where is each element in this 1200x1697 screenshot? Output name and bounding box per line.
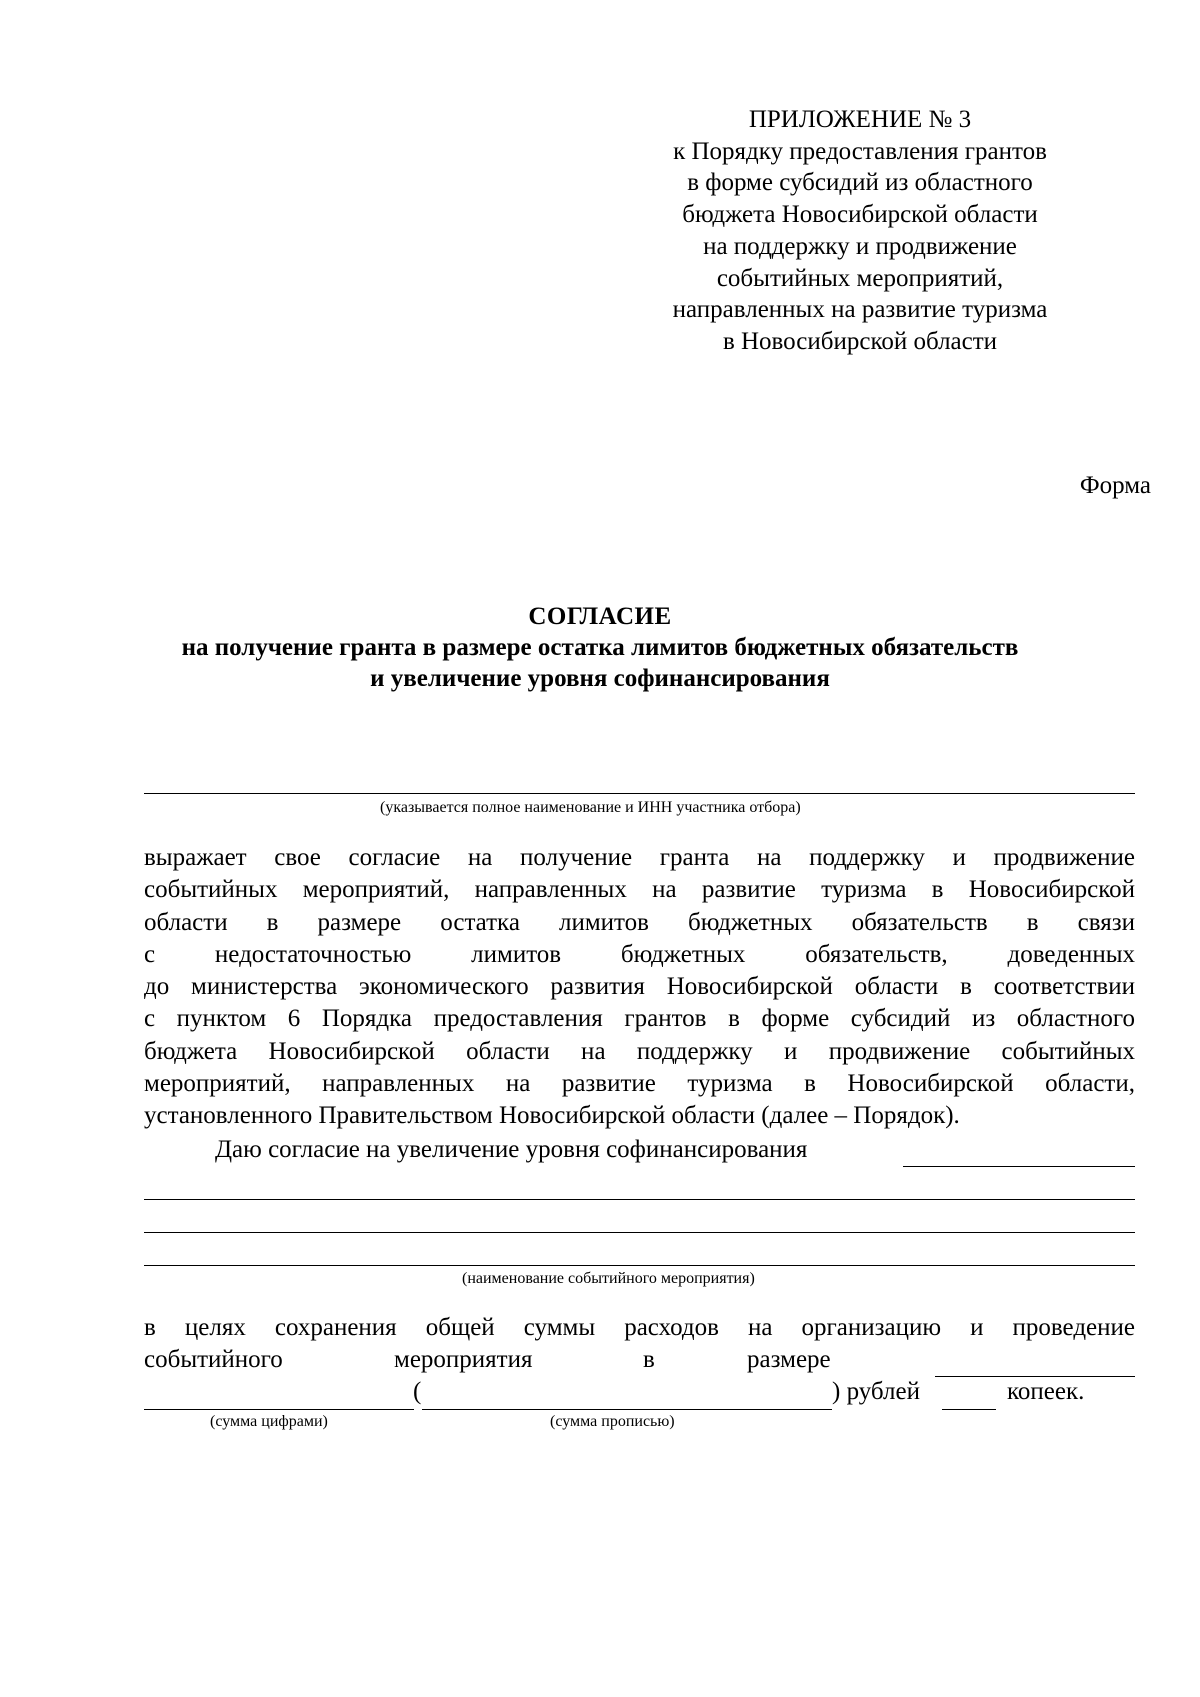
amount-words-field[interactable] — [422, 1409, 832, 1410]
appendix-line: к Порядку предоставления грантов — [673, 137, 1047, 165]
open-paren: ( — [413, 1378, 422, 1405]
purpose-line — [144, 1314, 1135, 1342]
event-name-field-line[interactable] — [144, 1199, 1135, 1200]
appendix-number: ПРИЛОЖЕНИЕ № 3 — [748, 106, 972, 133]
event-name-field-line[interactable] — [144, 1265, 1135, 1266]
amount-field-start[interactable] — [935, 1376, 1135, 1377]
paragraph-line: бюджета Новосибирской области на поддержку и продвижение событийных — [144, 1037, 1135, 1065]
purpose-word: в — [643, 1346, 655, 1373]
purpose-word: размере — [747, 1346, 831, 1373]
cofinancing-text: Даю согласие на увеличение уровня софинансирования — [215, 1136, 808, 1163]
appendix-header — [620, 104, 1100, 358]
title-line: и увеличение уровня софинансирования — [370, 665, 830, 692]
appendix-line: событийных мероприятий, — [716, 264, 1004, 292]
document-title — [100, 601, 1100, 694]
event-name-field-line[interactable] — [144, 1232, 1135, 1233]
appendix-line: направленных на развитие туризма — [672, 296, 1048, 324]
purpose-word: мероприятия — [394, 1346, 533, 1373]
kopeks-field[interactable] — [942, 1409, 996, 1410]
paragraph-line: мероприятий, направленных на развитие туризма в Новосибирской области, — [144, 1070, 1135, 1098]
kopeks-label: копеек. — [1007, 1378, 1085, 1405]
cofinancing-line — [215, 1136, 807, 1164]
event-caption: (наименование событийного мероприятия) — [462, 1270, 755, 1287]
purpose-word: событийного — [144, 1346, 283, 1373]
appendix-line: на поддержку и продвижение — [703, 232, 1017, 260]
consent-paragraph — [144, 842, 1135, 1133]
appendix-line: в форме субсидий из областного — [687, 169, 1033, 197]
paragraph-line: с недостаточностью лимитов бюджетных обязательств, доведенных — [144, 940, 1135, 968]
appendix-line: бюджета Новосибирской области — [682, 201, 1038, 229]
title-line: на получение гранта в размере остатка лимитов бюджетных обязательств — [181, 634, 1019, 661]
paragraph-line: установленного Правительством Новосибирской области (далее – Порядок). — [144, 1102, 960, 1130]
appendix-line: в Новосибирской области — [722, 327, 998, 355]
purpose-text: в целях сохранения общей суммы расходов на организацию и проведение — [144, 1314, 1135, 1341]
cofinancing-level-field[interactable] — [903, 1166, 1135, 1167]
participant-caption: (указывается полное наименование и ИНН участника отбора) — [380, 799, 801, 816]
rubles-label: ) рублей — [832, 1378, 920, 1405]
paragraph-line: выражает свое согласие на получение гранта на поддержку и продвижение — [144, 844, 1135, 871]
participant-name-field[interactable] — [144, 793, 1135, 794]
paragraph-line: до министерства экономического развития Новосибирской области в соответствии — [144, 973, 1135, 1001]
paragraph-line: событийных мероприятий, направленных на развитие туризма в Новосибирской — [144, 876, 1135, 904]
title-main: СОГЛАСИЕ — [528, 603, 672, 630]
paragraph-line: области в размере остатка лимитов бюджетных обязательств в связи — [144, 908, 1135, 936]
form-label: Форма — [1079, 472, 1151, 499]
amount-digits-field[interactable] — [144, 1409, 414, 1410]
paragraph-line: с пунктом 6 Порядка предоставления грантов в форме субсидий из областного — [144, 1005, 1135, 1033]
amount-words-caption: (сумма прописью) — [550, 1413, 675, 1430]
amount-digits-caption: (сумма цифрами) — [210, 1413, 328, 1430]
